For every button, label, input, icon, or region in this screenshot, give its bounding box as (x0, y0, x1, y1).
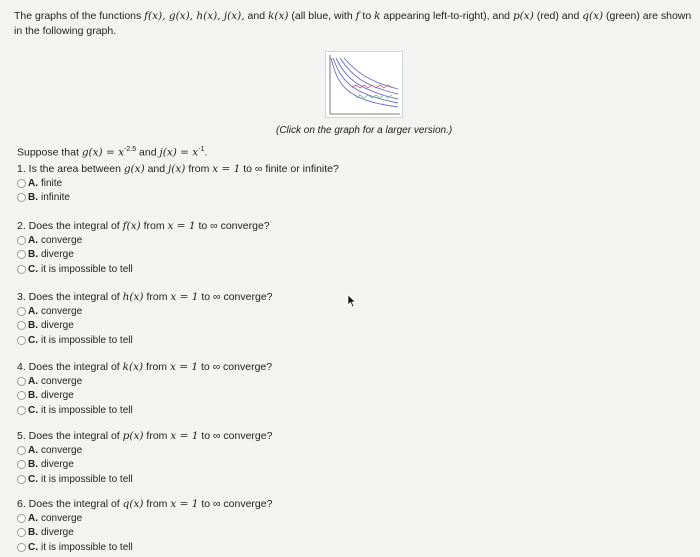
radio-button[interactable] (17, 179, 26, 188)
option-label: infinite (41, 192, 70, 204)
radio-button[interactable] (17, 321, 26, 330)
mouse-cursor-icon (347, 294, 357, 308)
option-b[interactable] (17, 526, 677, 541)
q-range-text: to ∞ converge? (195, 220, 270, 232)
option-b[interactable] (17, 191, 677, 206)
option-letter: A. (28, 234, 38, 246)
option-b[interactable] (17, 458, 677, 473)
q-suffix: from (143, 430, 171, 442)
option-letter: B. (28, 527, 38, 539)
option-a[interactable] (17, 511, 677, 526)
option-label: it is impossible to tell (41, 334, 133, 346)
option-letter: B. (28, 249, 38, 261)
q-range-text: to ∞ converge? (198, 430, 273, 442)
option-letter: B. (28, 192, 38, 204)
q-range-text: to ∞ converge? (198, 291, 273, 303)
option-letter: B. (28, 390, 38, 402)
option-letter: A. (28, 444, 38, 456)
radio-button[interactable] (17, 475, 26, 484)
function-k: k(x) (267, 10, 289, 22)
function-p: p(x) (512, 10, 534, 22)
option-letter: A. (28, 375, 38, 387)
q-range-start: x = 1 (167, 220, 196, 232)
option-a[interactable] (17, 443, 677, 458)
q-suffix: from (143, 291, 171, 303)
question-text (17, 429, 677, 443)
g-exponent: -2.5 (124, 146, 137, 153)
question-text (17, 497, 677, 511)
graph-caption[interactable]: (Click on the graph for a larger version.) (276, 125, 453, 136)
option-label: converge (41, 234, 83, 246)
option-label: converge (41, 444, 83, 456)
option-letter: C. (28, 473, 38, 485)
function-q: q(x) (582, 10, 604, 22)
option-a[interactable] (17, 233, 677, 248)
option-b[interactable] (17, 319, 677, 334)
q-prefix: 2. Does the integral of (17, 220, 123, 232)
option-label: it is impossible to tell (41, 263, 133, 275)
option-b[interactable] (17, 389, 677, 404)
question-text (17, 360, 677, 374)
option-label: finite (41, 177, 63, 189)
radio-button[interactable] (17, 460, 26, 469)
question-4 (17, 360, 677, 418)
intro-part: to (359, 10, 375, 22)
option-letter: A. (28, 305, 38, 317)
radio-button[interactable] (17, 377, 26, 386)
option-letter: C. (28, 263, 38, 275)
q-function: f(x) (122, 220, 141, 232)
question-5 (17, 429, 677, 487)
option-label: diverge (41, 527, 74, 539)
option-b[interactable] (17, 248, 677, 263)
q-range-start: x = 1 (170, 498, 199, 510)
option-a[interactable] (17, 176, 677, 191)
q-prefix: 3. Does the integral of (17, 291, 123, 303)
given-text: . (204, 146, 208, 159)
q-prefix: 5. Does the integral of (17, 430, 123, 442)
option-letter: C. (28, 334, 38, 346)
q-suffix: from (185, 163, 213, 175)
option-label: converge (41, 375, 83, 387)
radio-button[interactable] (17, 236, 26, 245)
j-exponent: -1 (198, 146, 205, 153)
q-suffix: from (143, 498, 171, 510)
option-label: it is impossible to tell (41, 473, 133, 485)
intro-part: and (244, 10, 268, 22)
intro-part: (all blue, with (288, 10, 356, 22)
radio-button[interactable] (17, 307, 26, 316)
q-function: h(x) (122, 291, 144, 303)
option-label: diverge (41, 249, 74, 261)
option-label: diverge (41, 459, 74, 471)
intro-text (14, 9, 698, 39)
radio-button[interactable] (17, 250, 26, 259)
q-function: p(x) (122, 430, 144, 442)
option-letter: B. (28, 320, 38, 332)
radio-button[interactable] (17, 336, 26, 345)
q-prefix: 4. Does the integral of (17, 361, 123, 373)
q-range-start: x = 1 (170, 291, 199, 303)
q-function: g(x) (123, 163, 145, 175)
option-letter: A. (28, 512, 38, 524)
option-label: it is impossible to tell (41, 541, 133, 553)
option-label: diverge (41, 390, 74, 402)
option-letter: C. (28, 404, 38, 416)
radio-button[interactable] (17, 514, 26, 523)
q-prefix: 1. Is the area between (17, 163, 124, 175)
option-label: converge (41, 305, 83, 317)
given-definitions (17, 146, 207, 159)
radio-button[interactable] (17, 193, 26, 202)
graph-image[interactable] (326, 52, 402, 117)
q-function: q(x) (122, 498, 144, 510)
radio-button[interactable] (17, 446, 26, 455)
q-middle: and (144, 163, 169, 175)
radio-button[interactable] (17, 406, 26, 415)
option-letter: C. (28, 541, 38, 553)
q-range-start: x = 1 (170, 430, 199, 442)
radio-button[interactable] (17, 528, 26, 537)
function-k-letter: k (374, 10, 381, 22)
radio-button[interactable] (17, 391, 26, 400)
option-c[interactable] (17, 262, 677, 277)
function-list: f(x), g(x), h(x), j(x), (144, 10, 245, 22)
option-label: it is impossible to tell (41, 404, 133, 416)
g-definition: g(x) = x (81, 146, 125, 159)
radio-button[interactable] (17, 265, 26, 274)
q-range-text: to ∞ finite or infinite? (240, 163, 339, 175)
q-suffix: from (140, 220, 168, 232)
question-text (17, 162, 677, 176)
q-range-text: to ∞ converge? (198, 498, 273, 510)
given-text: Suppose that (17, 146, 82, 159)
radio-button[interactable] (17, 543, 26, 552)
q-range-text: to ∞ converge? (198, 361, 273, 373)
option-c[interactable] (17, 333, 677, 348)
intro-part: (green) are shown in the following graph. (14, 10, 692, 37)
graph-thumbnail[interactable] (325, 51, 403, 118)
option-c[interactable] (17, 540, 677, 555)
option-letter: B. (28, 459, 38, 471)
q-range-start: x = 1 (169, 361, 199, 373)
option-letter: A. (28, 177, 38, 189)
question-6 (17, 497, 677, 555)
question-text (17, 219, 677, 233)
option-c[interactable] (17, 472, 677, 487)
q-function: k(x) (122, 361, 144, 373)
option-label: converge (41, 512, 83, 524)
q-function-2: j(x) (168, 163, 186, 175)
option-c[interactable] (17, 403, 677, 418)
intro-part: appearing left-to-right), and (380, 10, 513, 22)
question-1 (17, 162, 677, 205)
function-f: f (355, 10, 360, 22)
q-prefix: 6. Does the integral of (17, 498, 123, 510)
intro-part: The graphs of the functions (14, 10, 145, 22)
option-label: diverge (41, 320, 74, 332)
q-range-start: x = 1 (212, 163, 241, 175)
q-suffix: from (143, 361, 170, 373)
given-text: and (136, 146, 160, 159)
j-definition: j(x) = x (159, 146, 199, 159)
question-2 (17, 219, 677, 277)
option-a[interactable] (17, 374, 677, 389)
intro-part: (red) and (533, 10, 583, 22)
